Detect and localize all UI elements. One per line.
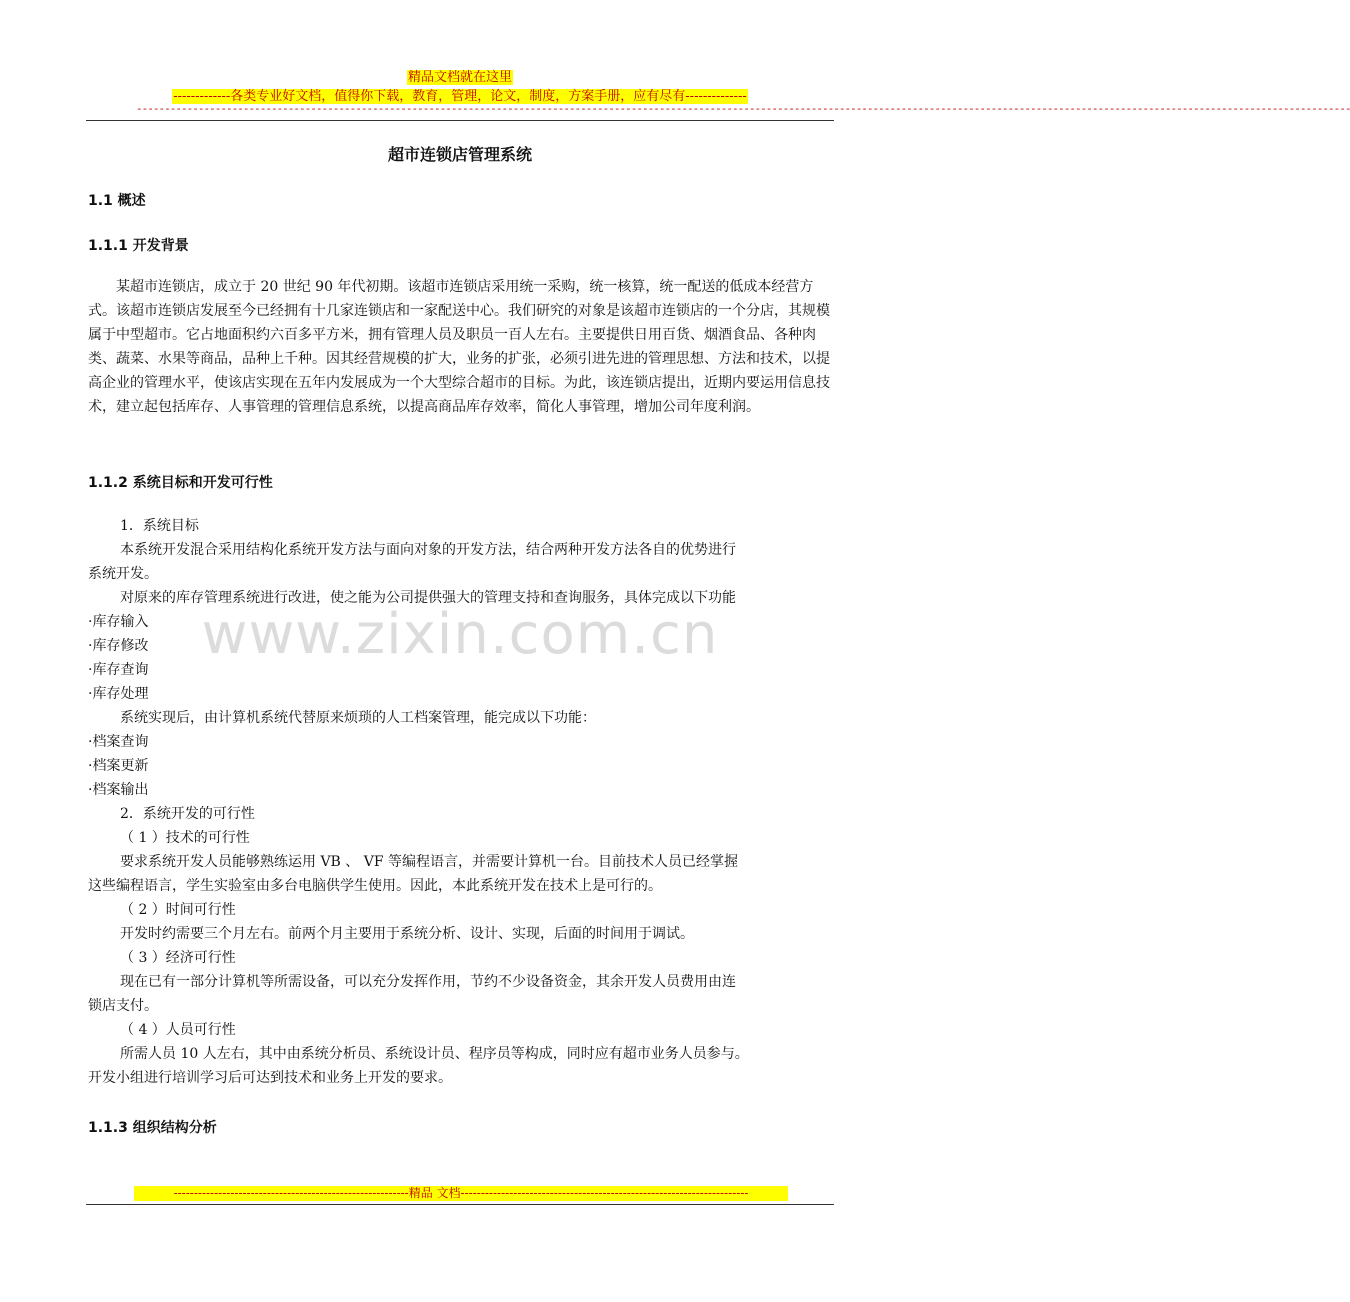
section-heading-1-1-3: 1.1.3 组织结构分析	[88, 1120, 217, 1136]
body-line: ·档案更新	[88, 758, 149, 774]
body-line: （ 4 ）人员可行性	[120, 1022, 236, 1038]
body-line: 开发小组进行培训学习后可达到技术和业务上开发的要求。	[88, 1070, 452, 1086]
body-line: 锁店支付。	[88, 998, 158, 1014]
footer-rule	[86, 1204, 834, 1205]
body-line: 系统开发。	[88, 566, 158, 582]
header-dash-line: ------------------------------------------------------------------------------------------------------------------------------------------------------------------------------------------------------------------------	[136, 102, 1350, 115]
section-heading-1-1: 1.1 概述	[88, 193, 146, 209]
body-line: 2．系统开发的可行性	[120, 806, 255, 822]
body-line: 这些编程语言，学生实验室由多台电脑供学生使用。因此，本此系统开发在技术上是可行的。	[88, 878, 662, 894]
body-line: （ 2 ）时间可行性	[120, 902, 236, 918]
body-line: 开发时约需要三个月左右。前两个月主要用于系统分析、设计、实现，后面的时间用于调试。	[120, 926, 694, 942]
header-rule	[86, 120, 834, 121]
watermark: www.zixin.com.cn	[201, 602, 719, 667]
document-title: 超市连锁店管理系统	[387, 145, 532, 164]
body-line: 1．系统目标	[120, 518, 199, 534]
body-line: ·库存查询	[88, 662, 149, 678]
paragraph-background: 某超市连锁店，成立于 20 世纪 90 年代初期。该超市连锁店采用统一采购，统一核算，统一配送的低成本经营方式。该超市连锁店发展至今已经拥有十几家连锁店和一家配送中心。我们研究的对象是该超市连锁店的一个分店，其规模属于中型超市。它占地面积约六百多平方米，拥有管理人员及职员一百人左右。主要提供日用百货、烟酒食品、各种肉类、蔬菜、水果等商品，品种上千种。因其经营规模的扩大，业务的扩张，必须引进先进的管理思想、方法和技术，以提高企业的管理水平，使该店实现在五年内发展成为一个大型综合超市的目标。为此，该连锁店提出，近期内要运用信息技术，建立起包括库存、人事管理的管理信息系统，以提高商品库存效率，简化人事管理，增加公司年度利润。	[88, 279, 830, 415]
body-line: ·库存修改	[88, 638, 149, 654]
body-line: 系统实现后，由计算机系统代替原来烦琐的人工档案管理，能完成以下功能：	[120, 710, 596, 726]
body-line: 要求系统开发人员能够熟练运用 VB 、 VF 等编程语言，并需要计算机一台。目前技术人员已经掌握	[120, 854, 739, 870]
header-slogan: -------------各类专业好文档，值得你下载，教育，管理，论文，制度，方案手册，应有尽有--------------	[173, 89, 747, 104]
header-title: 精品文档就在这里	[407, 70, 512, 85]
body-line: 本系统开发混合采用结构化系统开发方法与面向对象的开发方法，结合两种开发方法各自的优势进行	[120, 542, 736, 558]
section-heading-1-1-2: 1.1.2 系统目标和开发可行性	[88, 475, 273, 491]
body-line: 对原来的库存管理系统进行改进，使之能为公司提供强大的管理支持和查询服务，具体完成以下功能	[120, 590, 736, 606]
body-line: （ 3 ）经济可行性	[120, 950, 236, 966]
body-line: ·库存输入	[88, 614, 149, 630]
body-line: ·库存处理	[88, 686, 149, 702]
body-line: 现在已有一部分计算机等所需设备，可以充分发挥作用，节约不少设备资金，其余开发人员费用由连	[120, 974, 736, 990]
section-heading-1-1-1: 1.1.1 开发背景	[88, 238, 189, 254]
body-line: ·档案输出	[88, 782, 149, 798]
body-line: （ 1 ）技术的可行性	[120, 830, 250, 846]
body-line: ·档案查询	[88, 734, 149, 750]
footer-banner: ----------------------------------------------------------精品 文档-----------------------------------------------------------------------	[134, 1186, 788, 1201]
body-line: 所需人员 10 人左右，其中由系统分析员、系统设计员、程序员等构成，同时应有超市业务人员参与。	[120, 1046, 749, 1062]
